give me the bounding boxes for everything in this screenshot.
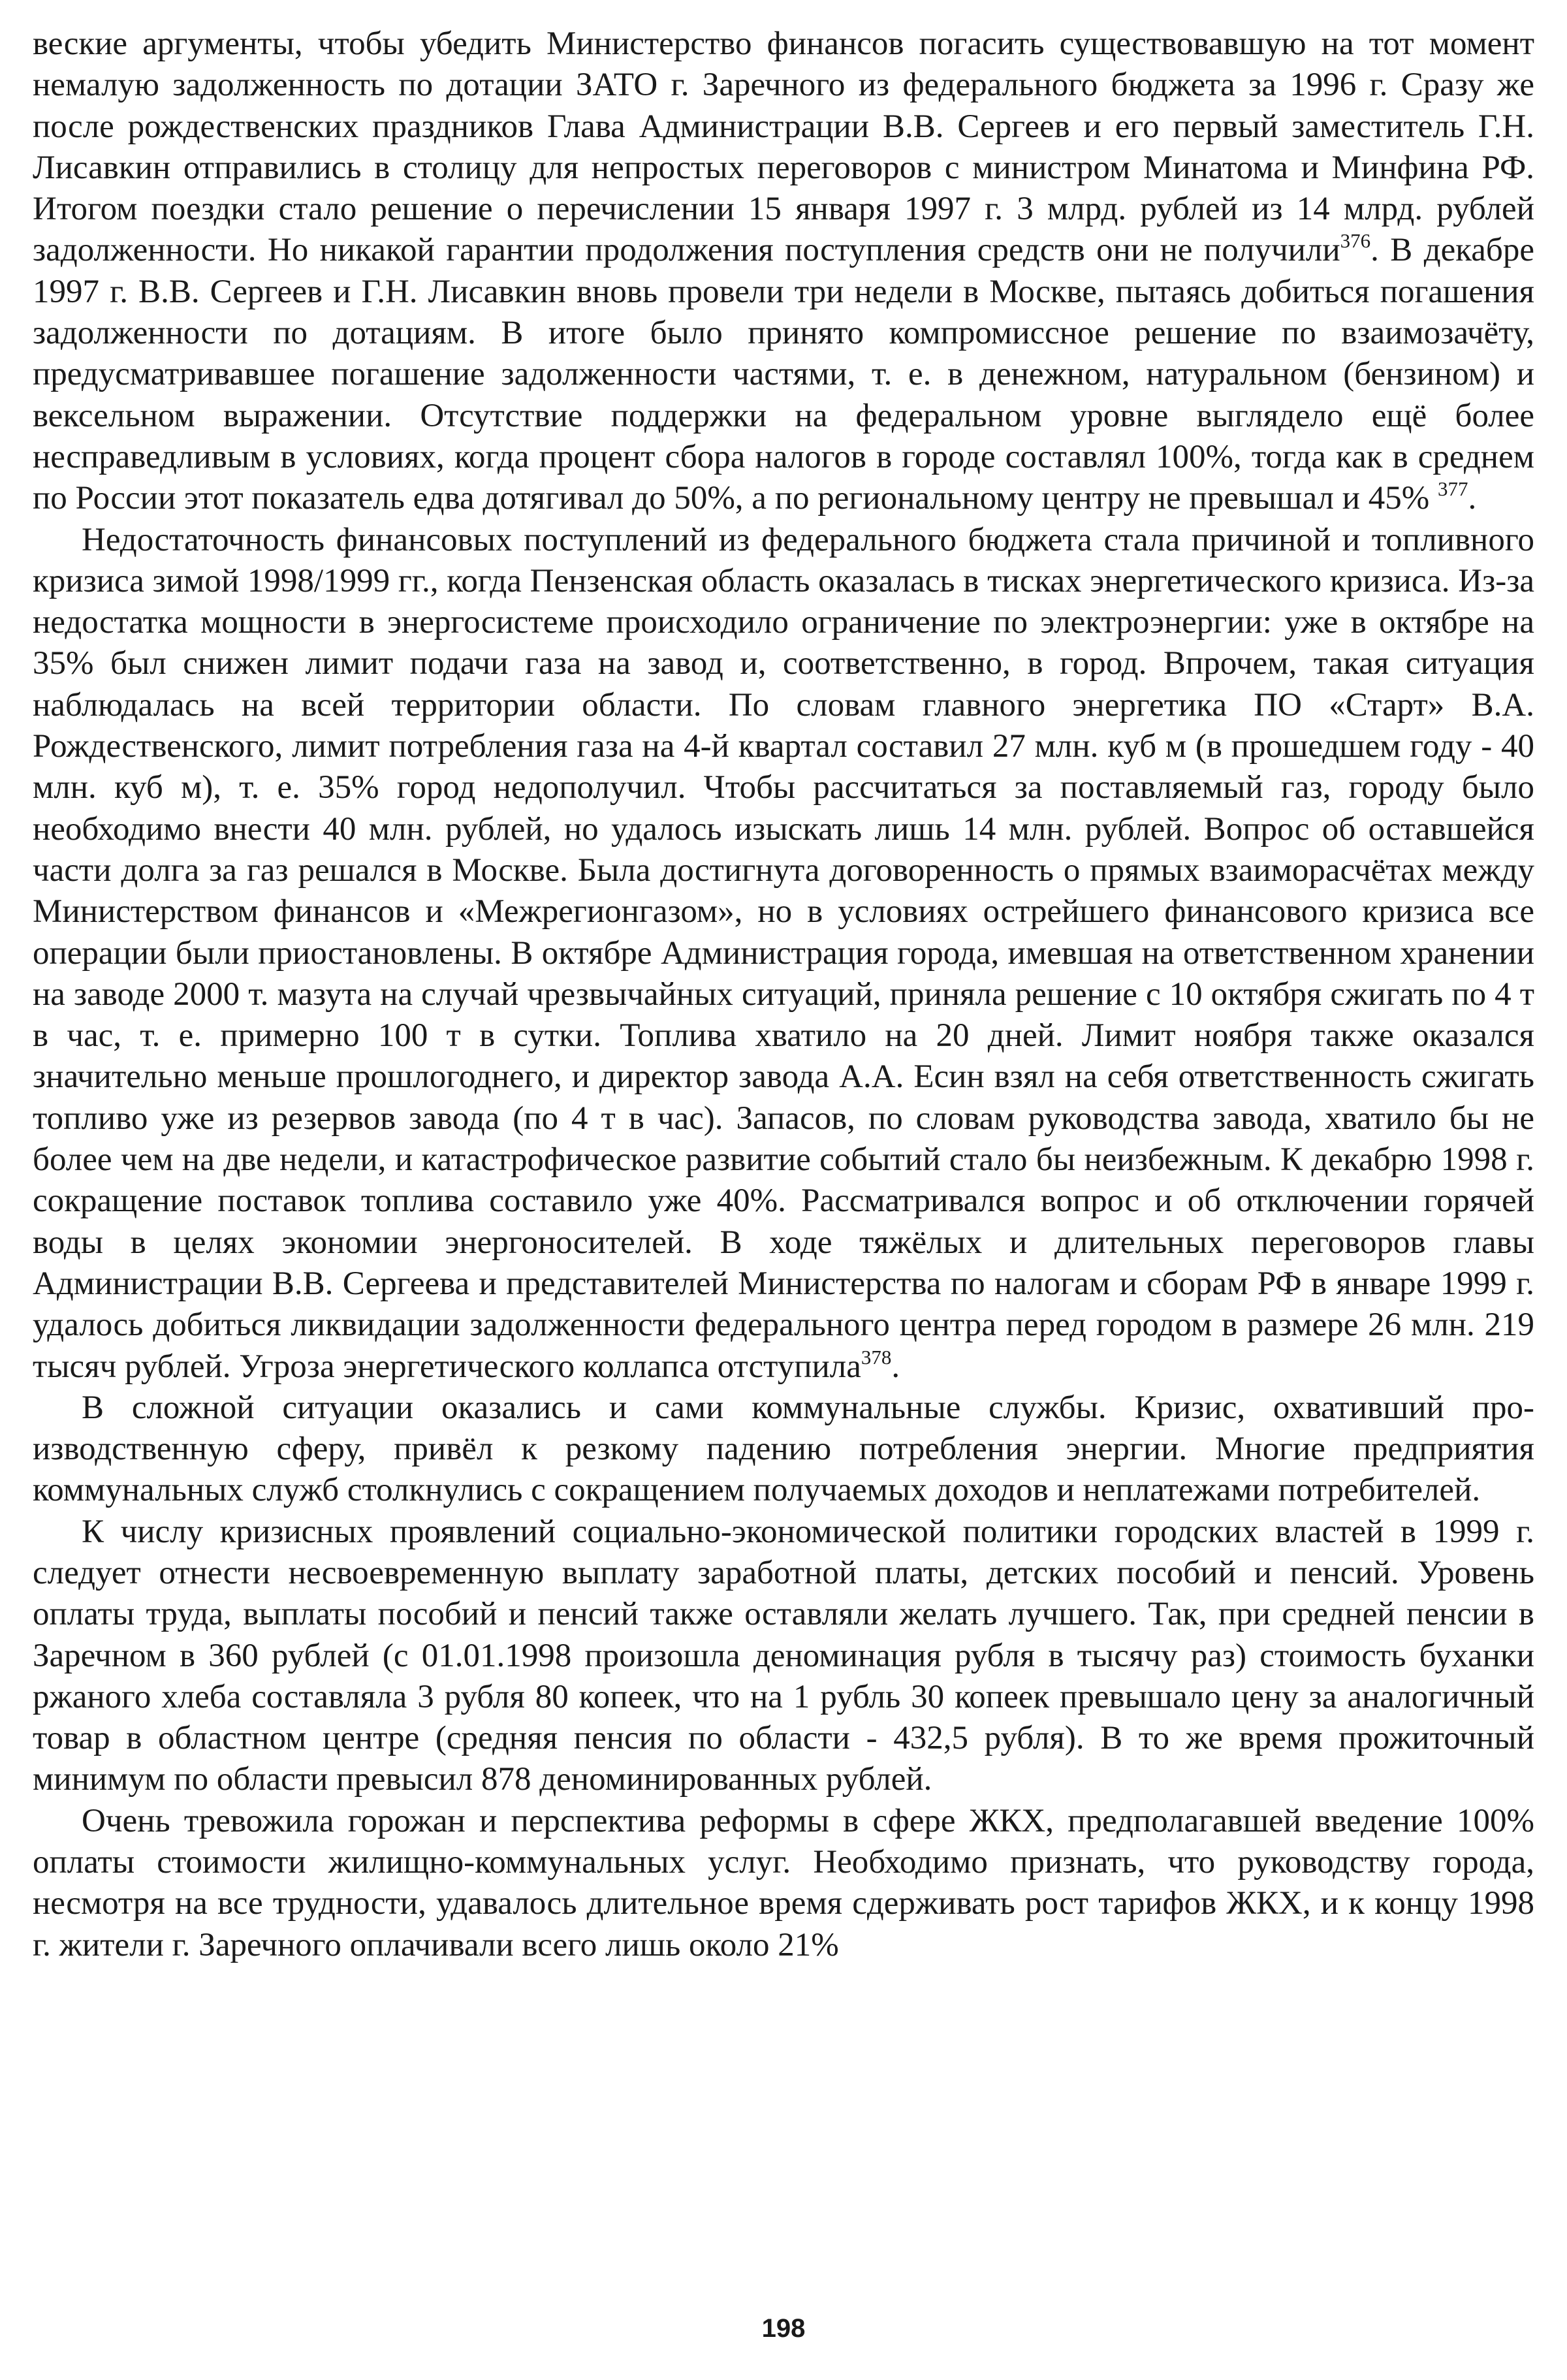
- paragraph-2-text-1: Недостаточность финансовых поступлений из федерального бюджета стала причиной и топливного кризиса зимой 1998/1999 гг., когда Пензенская область оказалась в тисках энергетического кризиса. Из-за недостатка мощности в энергосистеме происходило ограничение по электроэнергии: уже в октябре на 35% был снижен лимит подачи газа на завод и, соответственно, в город. Впрочем, такая ситуация наблюдалась на всей территории области. По словам главного энергетика ПО «Старт» В.А. Рождественского, лимит потребления газа на 4-й квартал составил 27 млн. куб м (в прошедшем году - 40 млн. куб м), т. е. 35% город недополучил. Чтобы рассчитаться за поставляемый газ, городу было необходимо внести 40 млн. рублей, но удалось изыскать лишь 14 млн. рублей. Вопрос об оставшейся части долга за газ решался в Москве. Была достигнута договоренность о прямых взаиморасчётах между Министерством финансов и «Межрегионгазом», но в условиях острейшего финансового кризиса все операции были приостановлены. В октябре Администрация города, имевшая на ответственном хранении на заводе 2000 т. мазута на случай чрезвычайных ситуаций, приняла решение с 10 октября сжигать по 4 т в час, т. е. примерно 100 т в сутки. Топлива хватило на 20 дней. Лимит ноября также оказался значительно меньше прошлогоднего, и директор завода А.А. Есин взял на себя ответственность сжигать топливо уже из резервов завода (по 4 т в час). Запасов, по словам руководства завода, хватило бы не более чем на две недели, и катастрофическое развитие событий стало бы неизбежным. К декабрю 1998 г. сокращение поставок топлива составило уже 40%. Рассматривался вопрос и об отключении горячей воды в целях экономии энергоносителей. В ходе тяжёлых и длительных переговоров главы Администрации В.В. Сергеева и представителей Министерства по налогам и сборам РФ в январе 1999 г. удалось добиться ликвидации задолженности федерального центра перед городом в размере 26 млн. 219 тысяч рублей. Угроза энергетического коллапса отступила: [33, 521, 1534, 1385]
- paragraph-4-text: К числу кризисных проявлений социально-экономической политики городских властей в 1999 г. следует отнести несвоевременную выплату заработной платы, детских пособий и пенсий. Уровень оплаты труда, выплаты пособий и пенсий также оставляли желать лучшего. Так, при средней пенсии в Заречном в 360 рублей (с 01.01.1998 произошла деноминация рубля в тысячу раз) стоимость буханки ржаного хлеба составляла 3 рубля 80 копеек, что на 1 рубль 30 копеек превышало цену за аналогичный товар в областном центре (средняя пенсия по области - 432,5 рубля). В то же время прожиточный минимум по области превысил 878 деноминированных рублей.: [33, 1513, 1534, 1798]
- footnote-ref-378: 378: [861, 1345, 892, 1369]
- paragraph-3: [33, 1388, 1534, 1512]
- paragraph-1-text-2: . В декабре 1997 г. В.В. Сергеев и Г.Н. Лисавкин вновь провели три недели в Москве, пытаясь добиться погашения задолженности по дотациям. В итоге было принято компромиссное решение по взаимозачёту, предусматривавшее погашение задолженности частями, т. е. в денежном, натуральном (бензином) и вексельном выражении. Отсутствие поддержки на федеральном уровне выглядело ещё более несправедливым в условиях, когда процент сбора налогов в городе составлял 100%, тогда как в среднем по России этот показатель едва дотягивал до 50%, а по региональному центру не превышал и 45%: [33, 232, 1534, 517]
- paragraph-5: [33, 1801, 1534, 1966]
- paragraph-2: [33, 520, 1534, 1388]
- paragraph-1-text-1: веские аргументы, чтобы убедить Министерство финансов погасить существовавшую на тот момент немалую задолженность по дотации ЗАТО г. Заречного из федерального бюджета за 1996 г. Сразу же после рождественских праздников Глава Администрации В.В. Сергеев и его первый заместитель Г.Н. Лисавкин отправились в столицу для непростых переговоров с министром Минатома и Минфина РФ. Итогом поездки стало решение о перечислении 15 января 1997 г. 3 млрд. рублей из 14 млрд. рублей задолженности. Но никакой гарантии продолжения поступления средств они не получили: [33, 25, 1534, 269]
- page-body: [33, 24, 1534, 1966]
- paragraph-4: [33, 1512, 1534, 1801]
- footnote-ref-377: 377: [1438, 477, 1468, 501]
- paragraph-1: [33, 24, 1534, 520]
- paragraph-5-text: Очень тревожила горожан и перспектива реформы в сфере ЖКХ, предполагавшей введение 100% оплаты стоимости жилищно-коммунальных услуг. Необходимо признать, что руководству города, несмотря на все трудности, удавалось длительное время сдерживать рост тарифов ЖКХ, и к концу 1998 г. жители г. Заречного оплачивали всего лишь около 21%: [33, 1802, 1534, 1963]
- paragraph-3-text: В сложной ситуации оказались и сами коммунальные службы. Кризис, охвативший производственную сферу, привёл к резкому падению потребления энергии. Многие предприятия коммунальных служб столкнулись с сокращением получаемых доходов и неплатежами потребителей.: [33, 1389, 1534, 1509]
- footnote-ref-376: 376: [1340, 229, 1371, 253]
- paragraph-2-text-2: .: [891, 1348, 900, 1385]
- page-number: 198: [761, 2314, 806, 2343]
- paragraph-1-text-3: .: [1468, 480, 1477, 517]
